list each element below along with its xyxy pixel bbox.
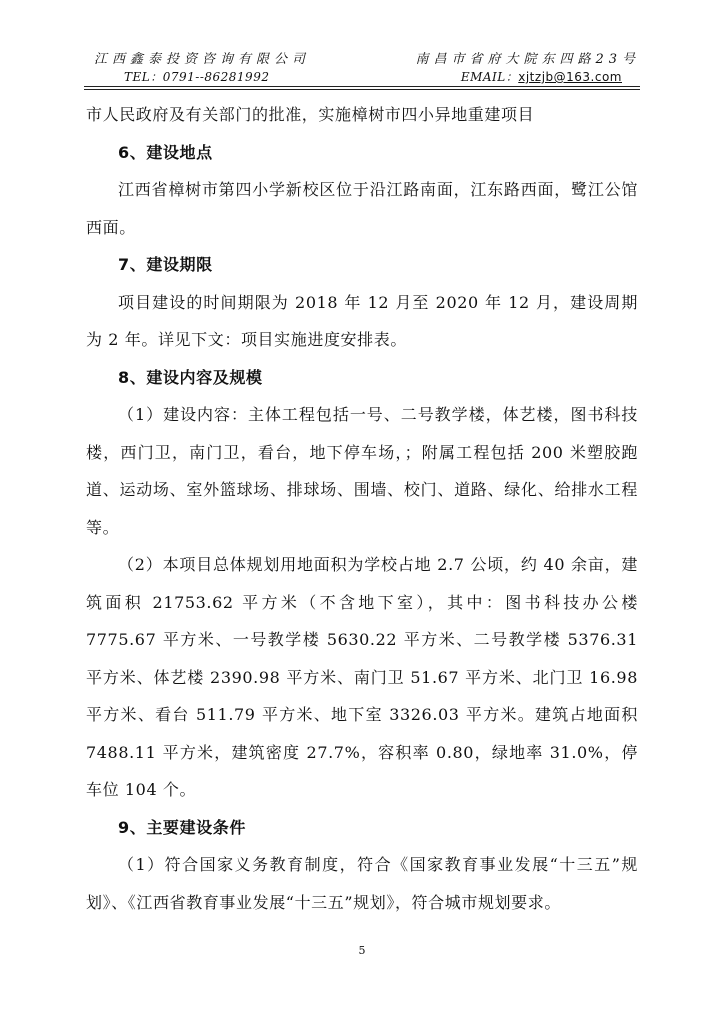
heading-main-conditions: 9、主要建设条件 <box>118 817 246 837</box>
heading-construction-period: 7、建设期限 <box>118 255 213 274</box>
header-rule-bottom <box>84 89 640 90</box>
paragraph-construction-content: （1）建设内容：主体工程包括一号、二号教学楼，体艺楼，图书科技楼，西门卫，南门卫，看台，地下停车场，；附属工程包括 200 米塑胶跑道、运动场、室外篮球场、排球场、围墙、校门、道路、绿化、给排水工程等。 <box>86 405 638 537</box>
paragraph-construction-period: 项目建设的时间期限为 2018 年 12 月至 2020 年 12 月，建设周期为 2 年。详见下文：项目实施进度安排表。 <box>86 292 638 349</box>
heading-construction-site: 6、建设地点 <box>118 142 213 162</box>
header-email-link[interactable]: xjtzjb@163.com <box>518 70 622 84</box>
page-header <box>84 44 640 88</box>
header-company: 江西鑫泰投资咨询有限公司 <box>94 52 311 67</box>
heading-construction-scope: 8、建设内容及规模 <box>118 367 263 387</box>
paragraph-continued: 市人民政府及有关部门的批准，实施樟树市四小异地重建项目 <box>86 105 535 124</box>
document-body <box>86 96 638 921</box>
header-rule-top <box>84 86 640 87</box>
paragraph-construction-scale: （2）本项目总体规划用地面积为学校占地 2.7 公顷，约 40 余亩，建筑面积 21753.62 平方米（不含地下室），其中：图书科技办公楼 7775.67 平方米、一号教学楼 5630.22 平方米、二号教学楼 5376.31 平方米、体艺楼 2390.98 平方米、南门卫 51.67 平方米、北门卫 16.98 平方米、看台 511.79 平方米、地下室 3326.03 平方米。建筑占地面积 7488.11 平方米，建筑密度 27.7%，容积率 0.80，绿地率 31.0%，停车位 104 个。 <box>86 555 638 799</box>
paragraph-construction-site: 江西省樟树市第四小学新校区位于沿江路南面，江东路西面，鹭江公馆西面。 <box>86 180 638 237</box>
header-email-label: EMAIL： <box>460 70 519 84</box>
paragraph-main-conditions: （1）符合国家义务教育制度，符合《国家教育事业发展“十三五”规划》、《江西省教育事业发展“十三五”规划》，符合城市规划要求。 <box>86 855 638 912</box>
header-address: 南昌市省府大院东四路23号 <box>415 52 640 67</box>
header-tel: TEL：0791--86281992 <box>124 70 270 84</box>
page-number: 5 <box>358 944 366 957</box>
header-email-block <box>461 68 622 85</box>
